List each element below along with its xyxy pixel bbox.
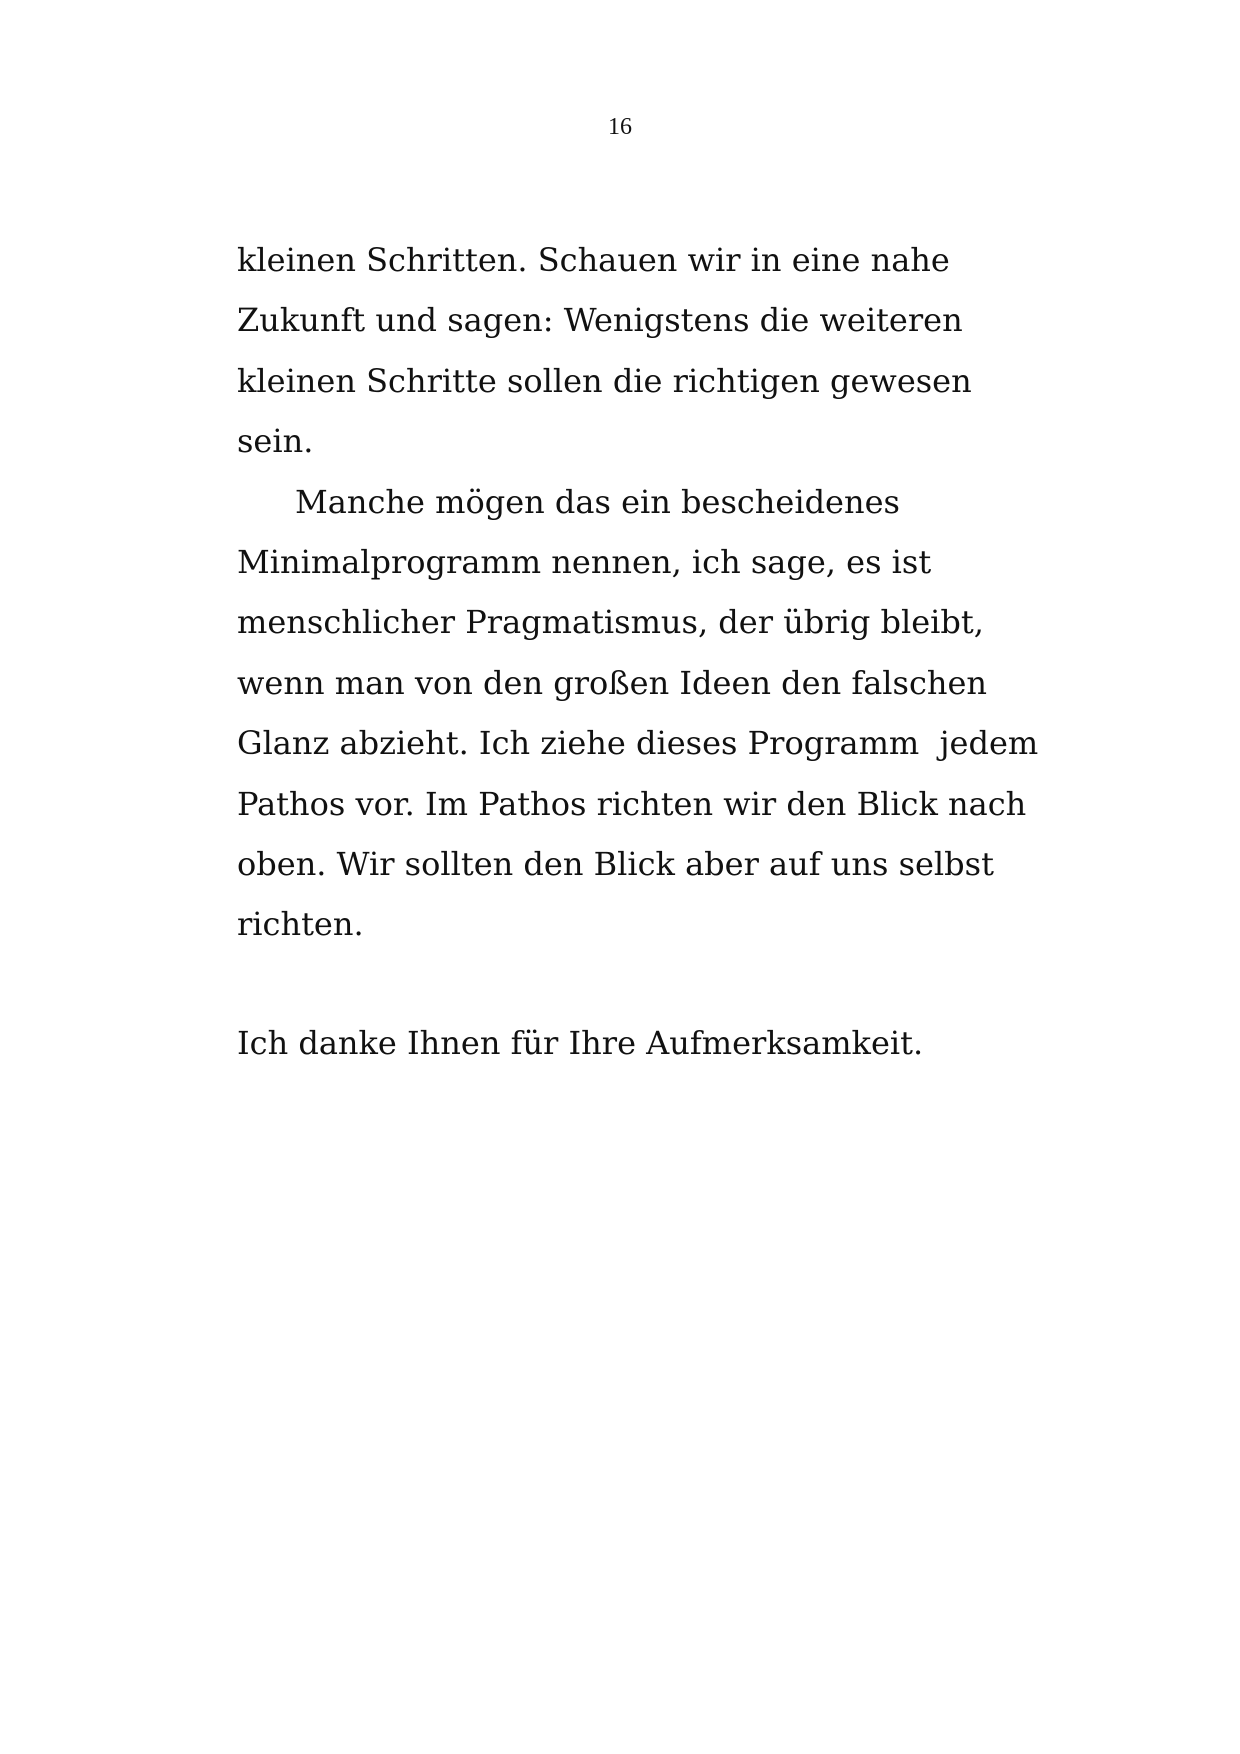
text-line: sein.	[237, 422, 314, 461]
text-line: oben. Wir sollten den Blick aber auf uns selbst	[237, 844, 994, 883]
body-text	[237, 230, 1057, 955]
text-line: menschlicher Pragmatismus, der übrig bleibt,	[237, 603, 984, 642]
text-line: kleinen Schritten. Schauen wir in eine nahe	[237, 241, 950, 279]
page-number: 16	[608, 114, 632, 140]
text-line: Glanz abzieht. Ich ziehe dieses Programm jedem	[237, 724, 1039, 763]
text-line: wenn man von den großen Ideen den falschen	[237, 663, 988, 702]
text-line: richten.	[237, 905, 364, 944]
closing-line: Ich danke Ihnen für Ihre Aufmerksamkeit.	[237, 1024, 924, 1062]
text-line: kleinen Schritte sollen die richtigen gewesen	[237, 361, 972, 400]
text-line: Zukunft und sagen: Wenigstens die weiteren	[237, 301, 963, 340]
text-line: Pathos vor. Im Pathos richten wir den Blick nach	[237, 784, 1027, 823]
text-line: Minimalprogramm nennen, ich sage, es ist	[237, 542, 932, 581]
paragraph-start-line: Manche mögen das ein bescheidenes	[295, 482, 900, 521]
